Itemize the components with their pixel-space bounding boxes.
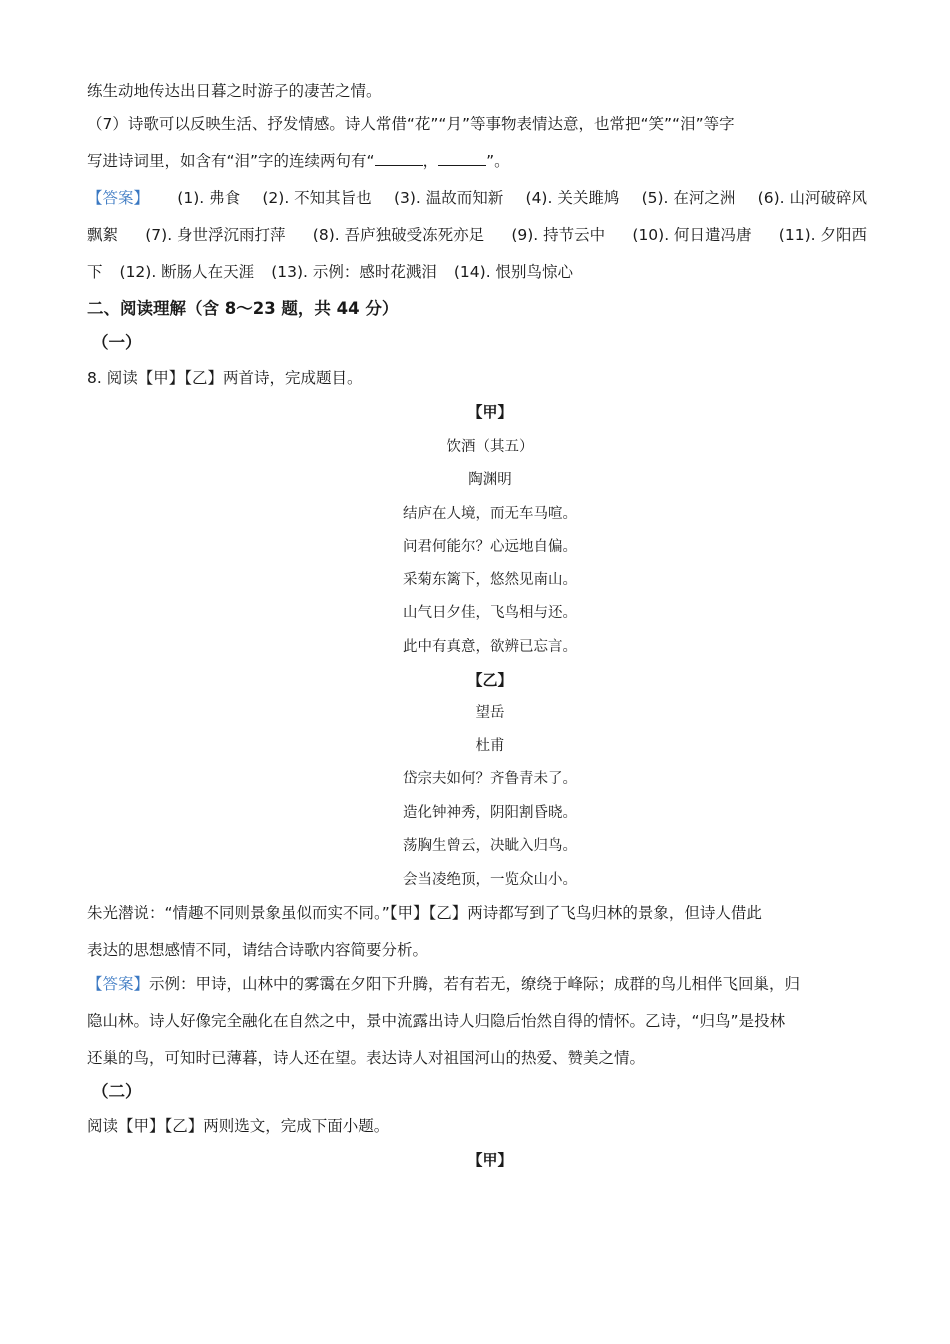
answer-label: 【答案】 (87, 189, 150, 207)
poem-line: 岱宗夫如何？齐鲁青未了。 (403, 771, 577, 787)
q7-prompt-line2 (87, 150, 867, 172)
answer-item: (3). 温故而知新 (393, 189, 504, 207)
answer-item: (9). 持节云中 (511, 226, 606, 244)
q8-intro: 8. 阅读【甲】【乙】两首诗，完成题目。 (87, 369, 363, 387)
answer-item: (13). 示例：感时花溅泪 (271, 263, 437, 281)
answer2-text-1: 示例：甲诗，山林中的雾霭在夕阳下升腾，若有若无，缭绕于峰际；成群的鸟儿相伴飞回巢，归 (149, 975, 801, 993)
paragraph-prev-line: 练生动地传达出日暮之时游子的凄苦之情。 (87, 82, 382, 100)
answer-item: (1). 弗食 (177, 189, 241, 207)
q7-prompt-line1: （7）诗歌可以反映生活、抒发情感。诗人常借“花”“月”等事物表情达意，也常把“笑”“泪”等字 (87, 115, 735, 133)
q7-prompt-sep: ， (422, 152, 439, 170)
answer-item: (10). 何日遣冯唐 (632, 226, 752, 244)
q8-question-line1: 朱光潜说：“情趣不同则景象虽似而实不同。”【甲】【乙】两诗都写到了飞鸟归林的景象，但诗人借此 (87, 904, 762, 922)
part-heading-2: （二） (92, 1082, 142, 1101)
poem-b-author: 杜甫 (475, 738, 505, 754)
poem-line: 此中有真意，欲辨已忘言。 (403, 639, 577, 655)
poem-line: 造化钟神秀，阴阳割昏晓。 (403, 805, 577, 821)
answer-item: (11). 夕阳西 (778, 226, 867, 244)
answer-item: (2). 不知其旨也 (262, 189, 372, 207)
answer-item: (5). 在河之洲 (641, 189, 736, 207)
section-heading: 二、阅读理解（含 8～23 题，共 44 分） (87, 299, 399, 318)
fill-blank-1 (375, 151, 423, 166)
fill-blank-2 (438, 151, 486, 166)
answer-item: (7). 身世浮沉雨打萍 (145, 226, 286, 244)
answer-item: (6). 山河破碎风 (757, 189, 867, 207)
answer1-line1 (87, 187, 867, 209)
answer-item: 飘絮 (87, 226, 119, 244)
poem-line: 山气日夕佳，飞鸟相与还。 (403, 605, 577, 621)
answer-item: (12). 断肠人在天涯 (119, 263, 255, 281)
answer2-line2: 隐山林。诗人好像完全融化在自然之中，景中流露出诗人归隐后怡然自得的情怀。乙诗，“归鸟”是投林 (87, 1012, 786, 1030)
part2-intro: 阅读【甲】【乙】两则选文，完成下面小题。 (87, 1117, 390, 1135)
poem-line: 荡胸生曾云，决眦入归鸟。 (403, 838, 577, 854)
answer-item: (14). 恨别鸟惊心 (453, 263, 574, 281)
part-heading-1: （一） (92, 333, 142, 352)
answer-item: (4). 关关雎鸠 (525, 189, 620, 207)
poem-b-label: 【乙】 (467, 671, 513, 689)
poem-line: 问君何能尔？心远地自偏。 (403, 539, 577, 555)
poem-a-author: 陶渊明 (468, 472, 512, 488)
answer-item: 下 (87, 263, 103, 281)
answer1-line3 (87, 261, 867, 283)
q7-prompt-text-b: ”。 (486, 152, 510, 170)
poem-a-label: 【甲】 (467, 403, 513, 421)
poem-line: 结庐在人境，而无车马喧。 (403, 506, 577, 522)
answer2-line1 (87, 973, 867, 995)
poem-a-title: 饮酒（其五） (446, 439, 534, 455)
q7-prompt-text-a: 写进诗词里，如含有“泪”字的连续两句有“ (87, 152, 375, 170)
poem-b-title: 望岳 (475, 705, 505, 721)
part2-label: 【甲】 (467, 1151, 513, 1169)
answer2-line3: 还巢的鸟，可知时已薄暮，诗人还在望。表达诗人对祖国河山的热爱、赞美之情。 (87, 1049, 646, 1067)
answer-label: 【答案】 (87, 975, 150, 993)
poem-line: 会当凌绝顶，一览众山小。 (403, 872, 577, 888)
answer1-line2 (87, 224, 867, 246)
poem-line: 采菊东篱下，悠然见南山。 (403, 572, 577, 588)
q8-question-line2: 表达的思想感情不同，请结合诗歌内容简要分析。 (87, 941, 429, 959)
answer-item: (8). 吾庐独破受冻死亦足 (312, 226, 485, 244)
